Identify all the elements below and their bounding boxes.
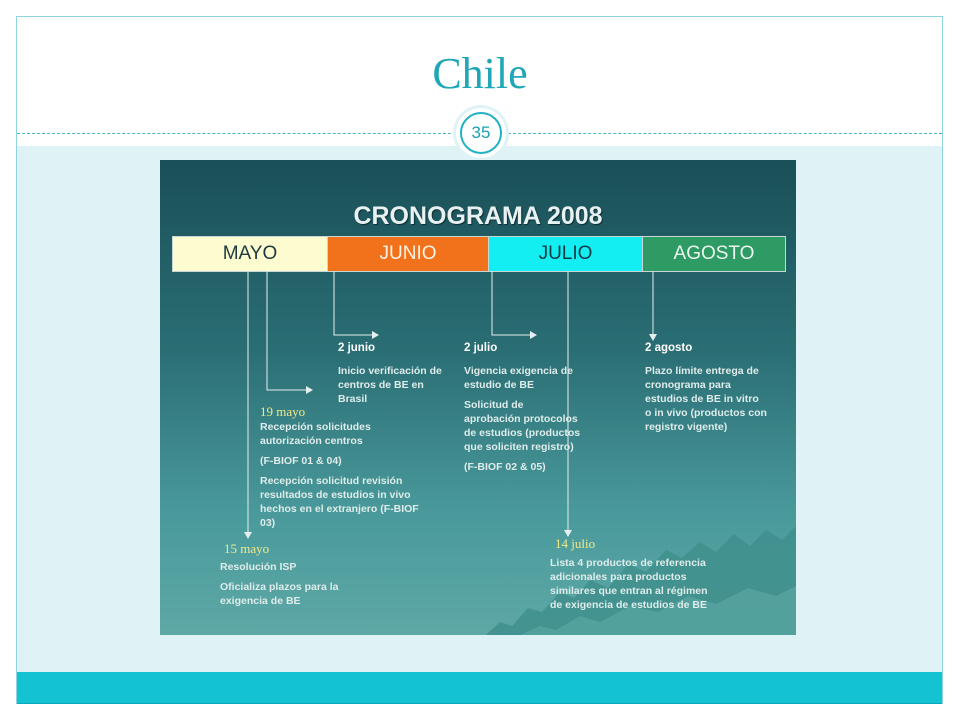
event-2-junio bbox=[338, 364, 448, 412]
event-14-julio bbox=[550, 556, 722, 618]
footer-bar bbox=[17, 672, 942, 703]
date-19-mayo: 19 mayo bbox=[260, 404, 306, 419]
month-mayo: MAYO bbox=[173, 237, 328, 271]
event-text: (F-BIOF 01 & 04) bbox=[260, 455, 342, 467]
month-junio: JUNIO bbox=[328, 237, 489, 271]
arrowhead-aug2 bbox=[649, 334, 657, 341]
event-2-julio bbox=[464, 364, 582, 480]
slide-number-badge bbox=[456, 108, 506, 158]
event-text: Inicio verificación de centros de BE en Brasil bbox=[338, 365, 442, 405]
date-15-mayo: 15 mayo bbox=[224, 541, 270, 556]
date-2-julio: 2 julio bbox=[464, 342, 498, 354]
month-julio: JULIO bbox=[489, 237, 643, 271]
slide-number: 35 bbox=[460, 112, 502, 154]
event-15-mayo bbox=[220, 560, 356, 614]
page-title: Chile bbox=[432, 49, 528, 98]
arrowhead-jun2 bbox=[372, 331, 379, 339]
arrow-jul2 bbox=[492, 271, 532, 335]
date-14-julio: 14 julio bbox=[555, 536, 596, 551]
month-agosto: AGOSTO bbox=[643, 237, 785, 271]
footer-line bbox=[17, 703, 942, 704]
event-text: Resolución ISP bbox=[220, 561, 297, 573]
arrow-jun2 bbox=[334, 271, 374, 335]
date-2-junio: 2 junio bbox=[338, 342, 376, 354]
event-text: (F-BIOF 02 & 05) bbox=[464, 461, 546, 473]
event-text: Oficializa plazos para la exigencia de BE bbox=[220, 581, 339, 607]
event-text: Recepción solicitud revisión resultados de estudios in vivo hechos en el extranjero (F-BIOF 03) bbox=[260, 475, 419, 529]
slide-title: CRONOGRAMA 2008 bbox=[353, 202, 603, 230]
timeline-image bbox=[160, 160, 796, 635]
event-text: Vigencia exigencia de estudio de BE bbox=[464, 365, 573, 391]
arrowhead-jul2 bbox=[530, 331, 537, 339]
event-2-agosto bbox=[645, 364, 767, 440]
arrowhead-may15 bbox=[244, 532, 252, 539]
date-2-agosto: 2 agosto bbox=[645, 342, 693, 354]
event-19-mayo bbox=[260, 420, 430, 536]
event-text: Recepción solicitudes autorización centros bbox=[260, 421, 371, 447]
event-text: Solicitud de aprobación protocolos de estudios (productos que soliciten registro) bbox=[464, 399, 581, 453]
event-text: Lista 4 productos de referencia adicionales para productos similares que entran al régimen de exigencia de estudios de BE bbox=[550, 557, 708, 611]
event-text: Plazo límite entrega de cronograma para estudios de BE in vitro o in vivo (productos con registro vigente) bbox=[645, 365, 767, 433]
arrow-may19 bbox=[267, 271, 308, 390]
arrowhead-may19 bbox=[306, 386, 313, 394]
